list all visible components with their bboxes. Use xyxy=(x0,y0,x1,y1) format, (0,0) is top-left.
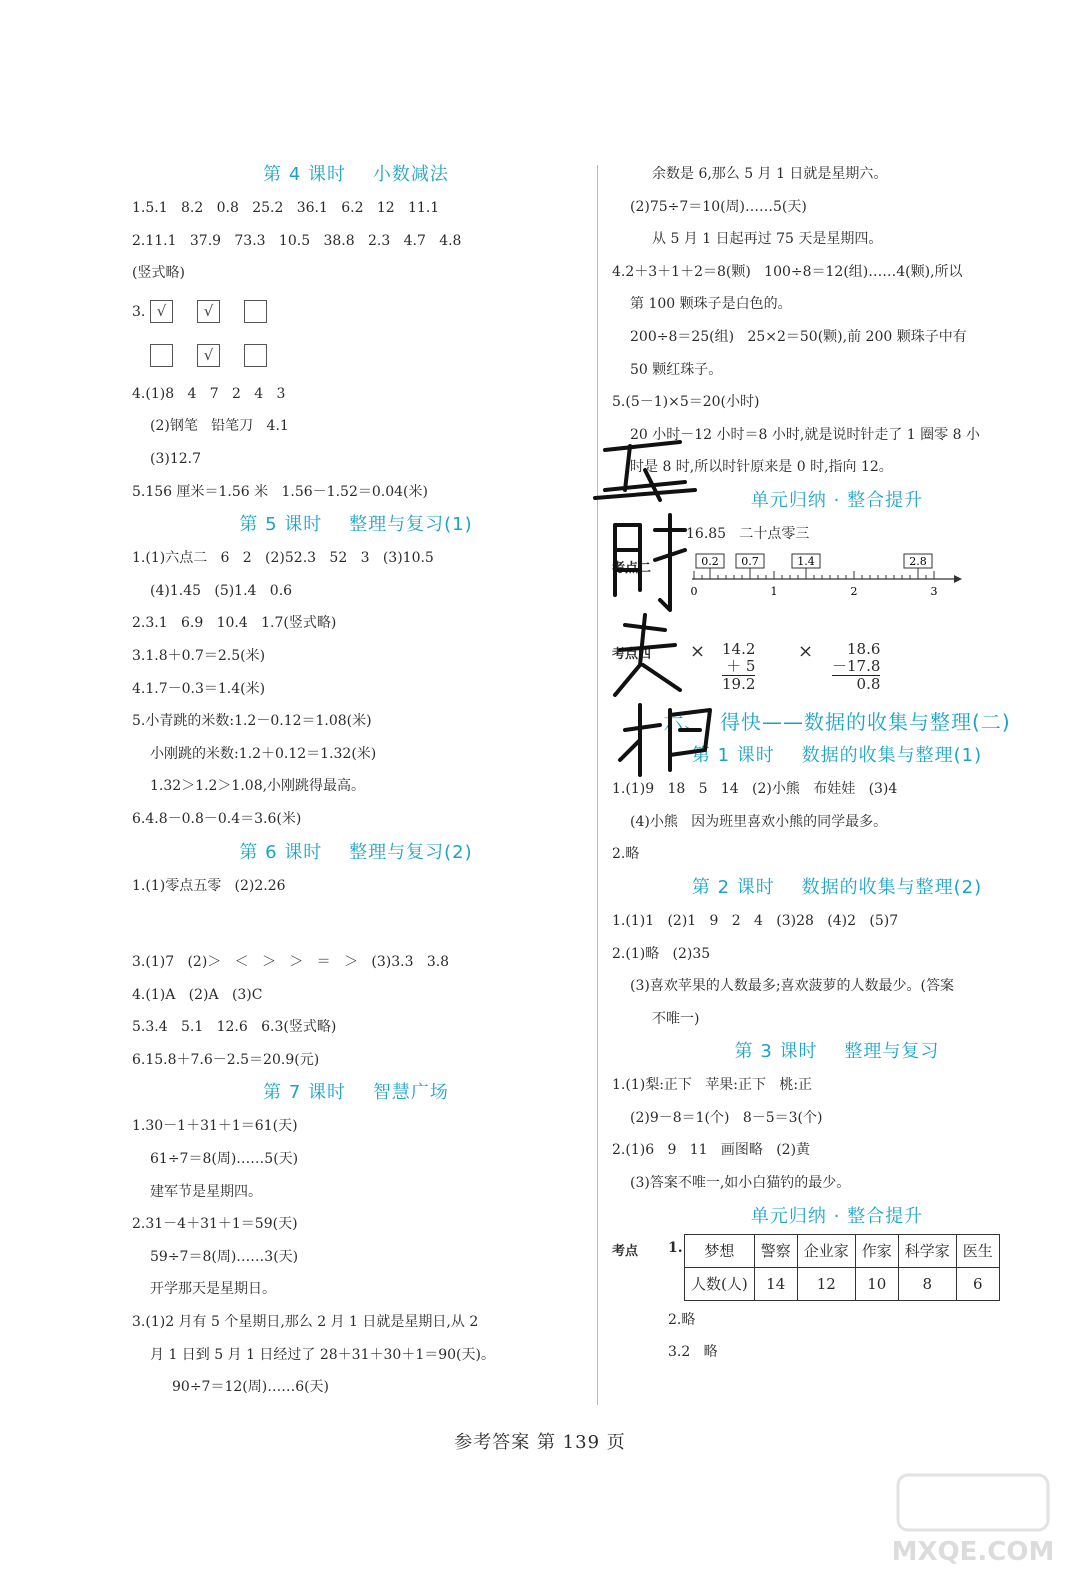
answer-line: 2.31－4＋31＋1＝59(天) xyxy=(132,1216,298,1233)
table-header-row xyxy=(685,1234,1000,1267)
svg-text:0.7: 0.7 xyxy=(741,554,759,568)
point-label: 考点四 xyxy=(612,647,652,663)
answer-line: 6.4.8－0.8－0.4＝3.6(米) xyxy=(132,810,302,827)
answer-line: 5.156 厘米＝1.56 米 1.56－1.52＝0.04(米) xyxy=(132,483,428,500)
calc-result: 19.2 xyxy=(722,675,756,694)
answer-line: (4)1.45 (5)1.4 0.6 xyxy=(150,582,293,599)
checkbox-row xyxy=(132,290,580,334)
answer-line: 2.11.1 37.9 73.3 10.5 38.8 2.3 4.7 4.8 xyxy=(132,232,462,249)
check-box xyxy=(244,300,267,323)
unit-heading: 单元归纳 · 整合提升 xyxy=(750,1205,924,1227)
answer-line: (3)答案不唯一,如小白猫钓的最少。 xyxy=(630,1175,851,1192)
calc-operand: ＋ 5 xyxy=(722,658,755,676)
number-line-tick-label: 1 xyxy=(770,584,778,598)
section-heading: 第 4 课时 小数减法 xyxy=(263,164,449,185)
answer-line xyxy=(132,902,580,946)
answer-line: 月 1 日到 5 月 1 日经过了 28＋31＋30＋1＝90(天)。 xyxy=(150,1346,495,1363)
check-box xyxy=(244,344,267,367)
point-label: 考点 xyxy=(612,1243,639,1259)
handwriting-overlay xyxy=(585,420,735,790)
answer-line: 1.(1)9 18 5 14 (2)小熊 布娃娃 (3)4 xyxy=(612,781,898,798)
question-number: 3. xyxy=(132,303,146,320)
table-row xyxy=(685,1267,1000,1300)
check-box: √ xyxy=(197,300,220,323)
number-line-answer-box xyxy=(904,554,932,579)
answer-line: 2.(1)略 (2)35 xyxy=(612,945,711,962)
table-cell: 企业家 xyxy=(797,1234,855,1267)
answer-line: 59÷7＝8(周)……3(天) xyxy=(150,1248,299,1265)
answer-line: 20 小时－12 小时＝8 小时,就是说时针走了 1 圈零 8 小 xyxy=(630,426,980,443)
check-box: √ xyxy=(197,344,220,367)
answer-line: 1.5.1 8.2 0.8 25.2 36.1 6.2 12 11.1 xyxy=(132,200,440,216)
table-cell: 6 xyxy=(956,1267,999,1300)
point-label: 考点二 xyxy=(612,560,652,576)
calc-operand: 14.2 xyxy=(722,640,756,659)
table-cell: 作家 xyxy=(855,1234,898,1267)
svg-text:0.2: 0.2 xyxy=(701,554,719,568)
table-cell: 8 xyxy=(898,1267,956,1300)
section-heading: 第 7 课时 智慧广场 xyxy=(263,1082,449,1104)
table-cell: 10 xyxy=(855,1267,898,1300)
section-heading: 第 1 课时 数据的收集与整理(1) xyxy=(691,745,983,767)
answer-line: 61÷7＝8(周)……5(天) xyxy=(150,1151,299,1168)
answer-line: 3.2 略 xyxy=(668,1344,718,1361)
section-heading: 第 2 课时 数据的收集与整理(2) xyxy=(691,876,983,898)
answer-line: 50 颗红珠子。 xyxy=(630,361,723,378)
answer-line: 4.2＋3＋1＋2＝8(颗) 100÷8＝12(组)……4(颗),所以 xyxy=(612,263,963,280)
answer-line: 时是 8 时,所以时针原来是 0 时,指向 12。 xyxy=(630,459,893,476)
answer-line: 2.(1)6 9 11 画图略 (2)黄 xyxy=(612,1142,811,1159)
check-box xyxy=(150,344,173,367)
answer-line: (竖式略) xyxy=(132,265,185,282)
answer-line: 2.略 xyxy=(668,1311,696,1328)
answer-line: 1.(1)梨:正下 苹果:正下 桃:正 xyxy=(612,1077,813,1094)
answer-line: 4.(1)A (2)A (3)C xyxy=(132,986,263,1003)
answer-line: 6.15.8＋7.6－2.5＝20.9(元) xyxy=(132,1051,320,1068)
answer-line: (3)喜欢苹果的人数最多;喜欢菠萝的人数最少。(答案 xyxy=(630,978,955,995)
answer-line: (2)钢笔 铅笔刀 4.1 xyxy=(150,418,289,435)
table-cell: 梦想 xyxy=(685,1234,755,1267)
answer-line: 5.(5－1)×5＝20(小时) xyxy=(612,394,760,411)
answer-line: 3.(1)2 月有 5 个星期日,那么 2 月 1 日就是星期日,从 2 xyxy=(132,1314,479,1331)
answer-line: (3)12.7 xyxy=(150,450,202,467)
watermark-logo xyxy=(888,1470,1068,1570)
answer-line: 4.1.7－0.3＝1.4(米) xyxy=(132,680,266,697)
number-line-answer-box xyxy=(736,554,764,579)
answer-line: 16.85 二十点零三 xyxy=(686,525,810,542)
number-line-tick-label: 2 xyxy=(850,584,858,598)
left-column xyxy=(132,158,580,1404)
vertical-calculation xyxy=(832,641,880,693)
section-heading: 第 6 课时 整理与复习(2) xyxy=(239,841,473,863)
answer-line: 3.1.8＋0.7＝2.5(米) xyxy=(132,647,266,664)
unit-title: 六、 得快——数据的收集与整理(二) xyxy=(663,710,1011,735)
answer-line: 1.30－1＋31＋1＝61(天) xyxy=(132,1118,298,1135)
answer-line: 1.(1)1 (2)1 9 2 4 (3)28 (4)2 (5)7 xyxy=(612,912,899,929)
check-box: √ xyxy=(150,300,173,323)
table-cell: 12 xyxy=(797,1267,855,1300)
number-line-tick-label: 3 xyxy=(930,584,938,598)
number-line-answer-box xyxy=(792,554,820,579)
answer-line: 3.(1)7 (2)＞ ＜ ＞ ＞ ＝ ＞ (3)3.3 3.8 xyxy=(132,954,450,971)
answer-line: 小刚跳的米数:1.2＋0.12＝1.32(米) xyxy=(150,745,377,762)
data-table xyxy=(684,1234,1000,1301)
page-footer: 参考答案 第 139 页 xyxy=(454,1432,626,1453)
answer-line: 1.(1)六点二 6 2 (2)52.3 52 3 (3)10.5 xyxy=(132,550,434,567)
answer-line: 开学那天是星期日。 xyxy=(150,1281,276,1298)
table-cell: 警察 xyxy=(754,1234,797,1267)
answer-line: 1.(1)零点五零 (2)2.26 xyxy=(132,877,286,894)
wrong-mark: × xyxy=(798,641,814,663)
answer-line: 余数是 6,那么 5 月 1 日就是星期六。 xyxy=(652,166,888,182)
calc-result: 0.8 xyxy=(856,675,881,694)
answer-line: 第 100 颗珠子是白色的。 xyxy=(630,296,792,313)
answer-line: 建军节是星期四。 xyxy=(150,1183,262,1200)
answer-line: (4)小熊 因为班里喜欢小熊的同学最多。 xyxy=(630,813,888,830)
svg-text:MXQE.COM: MXQE.COM xyxy=(891,1537,1055,1567)
wrong-mark: × xyxy=(690,641,706,663)
table-row-block xyxy=(612,1234,1062,1304)
table-cell: 医生 xyxy=(956,1234,999,1267)
section-heading: 第 3 课时 整理与复习 xyxy=(734,1041,940,1063)
section-heading: 第 5 课时 整理与复习(1) xyxy=(239,514,473,536)
answer-line: 2.3.1 6.9 10.4 1.7(竖式略) xyxy=(132,615,337,632)
checkbox-row xyxy=(132,334,580,378)
svg-text:2.8: 2.8 xyxy=(909,554,927,568)
question-number: 1. xyxy=(668,1239,683,1256)
answer-line: 2.略 xyxy=(612,846,640,863)
calc-operand: 18.6 xyxy=(847,640,881,659)
unit-heading: 单元归纳 · 整合提升 xyxy=(750,489,924,511)
table-cell: 14 xyxy=(754,1267,797,1300)
answer-line: 1.32＞1.2＞1.08,小刚跳得最高。 xyxy=(150,778,366,795)
answer-line: 5.3.4 5.1 12.6 6.3(竖式略) xyxy=(132,1019,337,1036)
table-cell: 科学家 xyxy=(898,1234,956,1267)
svg-text:1.4: 1.4 xyxy=(797,554,815,568)
answer-line: 200÷8＝25(组) 25×2＝50(颗),前 200 颗珠子中有 xyxy=(630,328,967,345)
answer-line: 4.(1)8 4 7 2 4 3 xyxy=(132,385,286,402)
answer-line: (2)9－8＝1(个) 8－5＝3(个) xyxy=(630,1109,823,1126)
number-line-tick-label: 0 xyxy=(690,584,698,598)
calc-operand: －17.8 xyxy=(832,657,881,676)
answer-line: (2)75÷7＝10(周)……5(天) xyxy=(630,198,807,215)
answer-line: 从 5 月 1 日起再过 75 天是星期四。 xyxy=(652,231,883,248)
answer-line: 5.小青跳的米数:1.2－0.12＝1.08(米) xyxy=(132,713,372,730)
answer-line: 不唯一) xyxy=(652,1010,700,1027)
table-cell: 人数(人) xyxy=(685,1267,755,1300)
answer-line: 90÷7＝12(周)……6(天) xyxy=(172,1379,330,1396)
